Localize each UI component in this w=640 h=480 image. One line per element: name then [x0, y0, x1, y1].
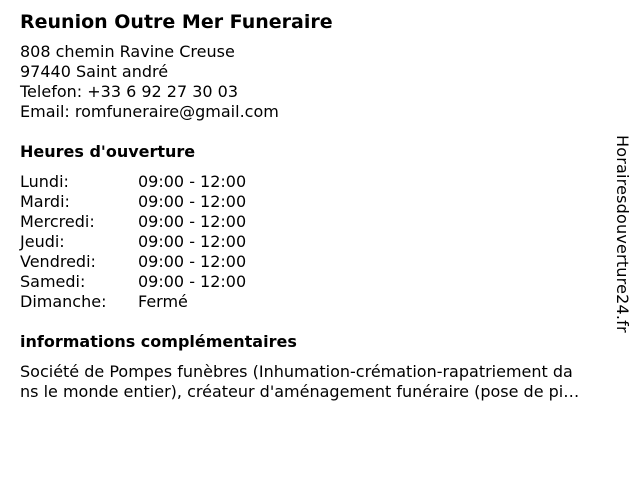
time-value: 09:00 - 12:00	[138, 232, 247, 251]
hours-row-vendredi	[20, 252, 610, 272]
hours-row-jeudi	[20, 232, 610, 252]
street-address: 808 chemin Ravine Creuse	[20, 42, 235, 61]
info-heading: informations complémentaires	[20, 332, 297, 351]
hours-row-lundi	[20, 172, 610, 192]
info-text-line: Société de Pompes funèbres (Inhumation-crémation-rapatriement da	[20, 362, 573, 381]
time-value: 09:00 - 12:00	[138, 212, 247, 231]
day-label: Jeudi:	[20, 232, 65, 251]
day-label: Samedi:	[20, 272, 86, 291]
time-value: Fermé	[138, 292, 188, 311]
business-card	[20, 10, 610, 402]
email-line: Email: romfuneraire@gmail.com	[20, 102, 279, 121]
day-label: Lundi:	[20, 172, 69, 191]
info-description	[20, 362, 610, 402]
time-value: 09:00 - 12:00	[138, 272, 247, 291]
hours-heading: Heures d'ouverture	[20, 142, 196, 161]
time-value: 09:00 - 12:00	[138, 252, 247, 271]
postal-city: 97440 Saint andré	[20, 62, 169, 81]
address-block	[20, 42, 610, 122]
hours-table	[20, 172, 610, 312]
phone-line: Telefon: +33 6 92 27 30 03	[20, 82, 239, 101]
day-label: Vendredi:	[20, 252, 96, 271]
hours-row-dimanche	[20, 292, 610, 312]
business-name: Reunion Outre Mer Funeraire	[20, 11, 333, 33]
info-text-line: ns le monde entier), créateur d'aménagement funéraire (pose de pi…	[20, 382, 580, 401]
hours-row-mercredi	[20, 212, 610, 232]
hours-row-mardi	[20, 192, 610, 212]
time-value: 09:00 - 12:00	[138, 172, 247, 191]
hours-row-samedi	[20, 272, 610, 292]
time-value: 09:00 - 12:00	[138, 192, 247, 211]
day-label: Dimanche:	[20, 292, 107, 311]
site-watermark: Horairesdouverture24.fr	[613, 135, 632, 333]
day-label: Mardi:	[20, 192, 70, 211]
day-label: Mercredi:	[20, 212, 95, 231]
